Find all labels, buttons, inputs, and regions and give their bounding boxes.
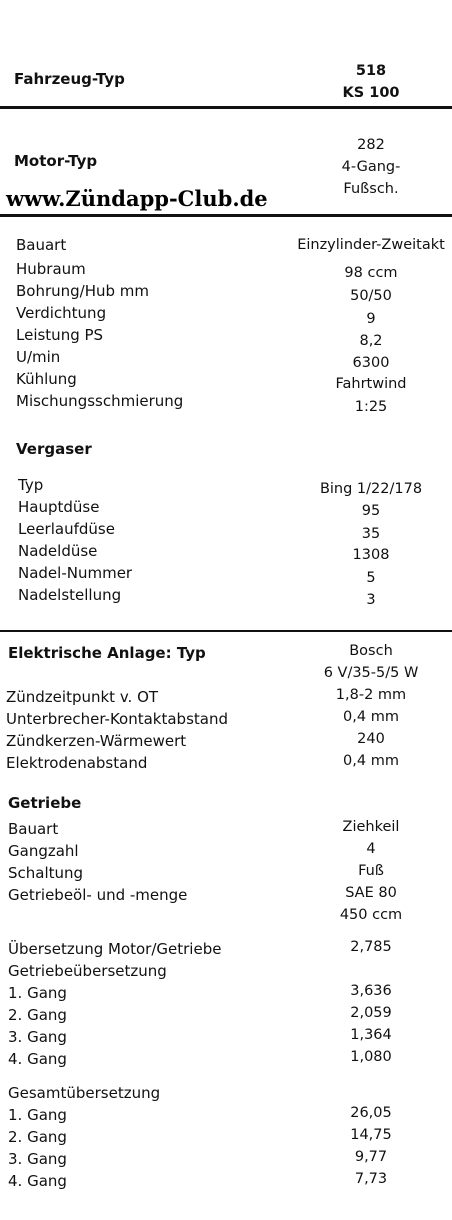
row-value: 0,4 mm	[343, 753, 399, 769]
row-label: Hubraum	[16, 260, 86, 278]
row-label: 2. Gang	[8, 1128, 67, 1146]
rule-top	[0, 106, 452, 109]
row-label: U/min	[16, 348, 61, 366]
table-row	[0, 840, 452, 862]
elektrik-value-2: 6 V/35-5/5 W	[323, 665, 419, 681]
row-label: Leerlaufdüse	[18, 520, 115, 538]
row-label: Hauptdüse	[18, 498, 100, 516]
row-label: Übersetzung Motor/Getriebe	[8, 940, 222, 958]
motor-typ-label: Motor-Typ	[14, 152, 98, 170]
table-row	[0, 584, 452, 606]
row-label: Nadel-Nummer	[18, 564, 133, 582]
row-label: 4. Gang	[8, 1172, 67, 1190]
row-value: 1,8-2 mm	[335, 687, 407, 703]
row-value: 8,2	[359, 333, 383, 349]
row-value: Bing 1/22/178	[319, 481, 423, 497]
row-value: 95	[361, 503, 381, 519]
table-row	[0, 496, 452, 518]
row-label: 3. Gang	[8, 1028, 67, 1046]
row-label: Bauart	[8, 820, 59, 838]
row-label: 3. Gang	[8, 1150, 67, 1168]
row-value: 4	[366, 841, 376, 857]
row-value: 2,785	[350, 939, 392, 955]
fahrzeug-typ-value-1: 518	[355, 63, 387, 79]
table-row	[0, 730, 452, 752]
table-row	[0, 752, 452, 774]
row-label: Gangzahl	[8, 842, 79, 860]
row-label: Zündkerzen-Wärmewert	[6, 732, 187, 750]
getriebe-heading: Getriebe	[8, 794, 82, 812]
table-row	[0, 518, 452, 540]
table-row	[0, 884, 452, 906]
table-row	[0, 368, 452, 390]
table-row	[0, 302, 452, 327]
row-value: 7,73	[354, 1171, 388, 1187]
table-row	[0, 474, 452, 496]
table-row	[0, 346, 452, 371]
table-row	[0, 708, 452, 730]
table-row	[0, 234, 452, 256]
row-label: Unterbrecher-Kontaktabstand	[6, 710, 228, 728]
table-row	[0, 1048, 452, 1070]
row-label: Kühlung	[16, 370, 77, 388]
row-label: 4. Gang	[8, 1050, 67, 1068]
row-label: Bauart	[16, 236, 67, 254]
getriebeuebersetzung-heading: Getriebeübersetzung	[8, 962, 167, 980]
table-row	[0, 686, 452, 708]
row-value: 5	[366, 570, 376, 586]
table-row	[0, 1026, 452, 1048]
row-value: Fahrtwind	[335, 376, 407, 392]
row-label: 1. Gang	[8, 984, 67, 1002]
row-value: 9,77	[354, 1149, 388, 1165]
rule-under-header	[0, 214, 452, 217]
row-label: Bohrung/Hub mm	[16, 282, 150, 300]
row-label: Elektrodenabstand	[6, 754, 148, 772]
row-value: 35	[361, 526, 381, 542]
row-value: 14,75	[350, 1127, 392, 1143]
table-row	[0, 982, 452, 1004]
row-value: 26,05	[350, 1105, 392, 1121]
row-value: 1:25	[354, 399, 388, 415]
row-label: Typ	[18, 476, 44, 494]
elektrik-value-1: Bosch	[349, 643, 393, 659]
row-value: 6300	[352, 355, 390, 371]
row-value: 3	[366, 592, 376, 608]
row-value: Fuß	[358, 863, 384, 879]
fahrzeug-typ-value-2: KS 100	[342, 85, 400, 101]
table-row	[0, 258, 452, 280]
row-value: 1308	[352, 547, 390, 563]
row-value: SAE 80	[345, 885, 397, 901]
table-row	[0, 1104, 452, 1126]
row-value: Ziehkeil	[342, 819, 400, 835]
row-value: 3,636	[350, 983, 392, 999]
row-label: Verdichtung	[16, 304, 107, 322]
table-row	[0, 1170, 452, 1192]
row-label: Leistung PS	[16, 326, 104, 344]
row-value: 240	[357, 731, 385, 747]
motor-typ-value-3: Fußsch.	[343, 181, 399, 197]
getriebe-oil-amount: 450 ccm	[339, 907, 403, 923]
row-label: 1. Gang	[8, 1106, 67, 1124]
row-label: Zündzeitpunkt v. OT	[6, 688, 159, 706]
row-value: 9	[366, 311, 376, 327]
table-row	[0, 390, 452, 415]
table-row	[0, 280, 452, 302]
row-label: Nadeldüse	[18, 542, 98, 560]
row-label: Getriebeöl- und -menge	[8, 886, 188, 904]
table-row	[0, 862, 452, 884]
row-value: Einzylinder-Zweitakt	[297, 237, 445, 253]
gesamtuebersetzung-heading: Gesamtübersetzung	[8, 1084, 161, 1102]
row-value: 0,4 mm	[343, 709, 399, 725]
row-label: 2. Gang	[8, 1006, 67, 1024]
row-value: 1,080	[350, 1049, 392, 1065]
motor-typ-value-2: 4-Gang-	[341, 159, 401, 175]
row-value: 50/50	[350, 288, 392, 304]
fahrzeug-typ-label: Fahrzeug-Typ	[14, 70, 125, 88]
table-row	[0, 324, 452, 349]
row-label: Mischungsschmierung	[16, 392, 184, 410]
watermark-text: www.Zündapp-Club.de	[6, 186, 268, 211]
row-value: 2,059	[350, 1005, 392, 1021]
row-value: 98 ccm	[344, 265, 398, 281]
row-label: Nadelstellung	[18, 586, 122, 604]
table-row	[0, 1004, 452, 1026]
row-value: 1,364	[350, 1027, 392, 1043]
uebersetzung-row	[0, 938, 452, 960]
table-row	[0, 1148, 452, 1170]
vergaser-heading: Vergaser	[16, 440, 92, 458]
row-label: Schaltung	[8, 864, 84, 882]
table-row	[0, 1126, 452, 1148]
table-row	[0, 562, 452, 584]
elektrik-heading: Elektrische Anlage: Typ	[8, 644, 206, 662]
table-row	[0, 818, 452, 840]
rule-mid	[0, 630, 452, 632]
motor-typ-value-1: 282	[357, 137, 385, 153]
table-row	[0, 540, 452, 562]
